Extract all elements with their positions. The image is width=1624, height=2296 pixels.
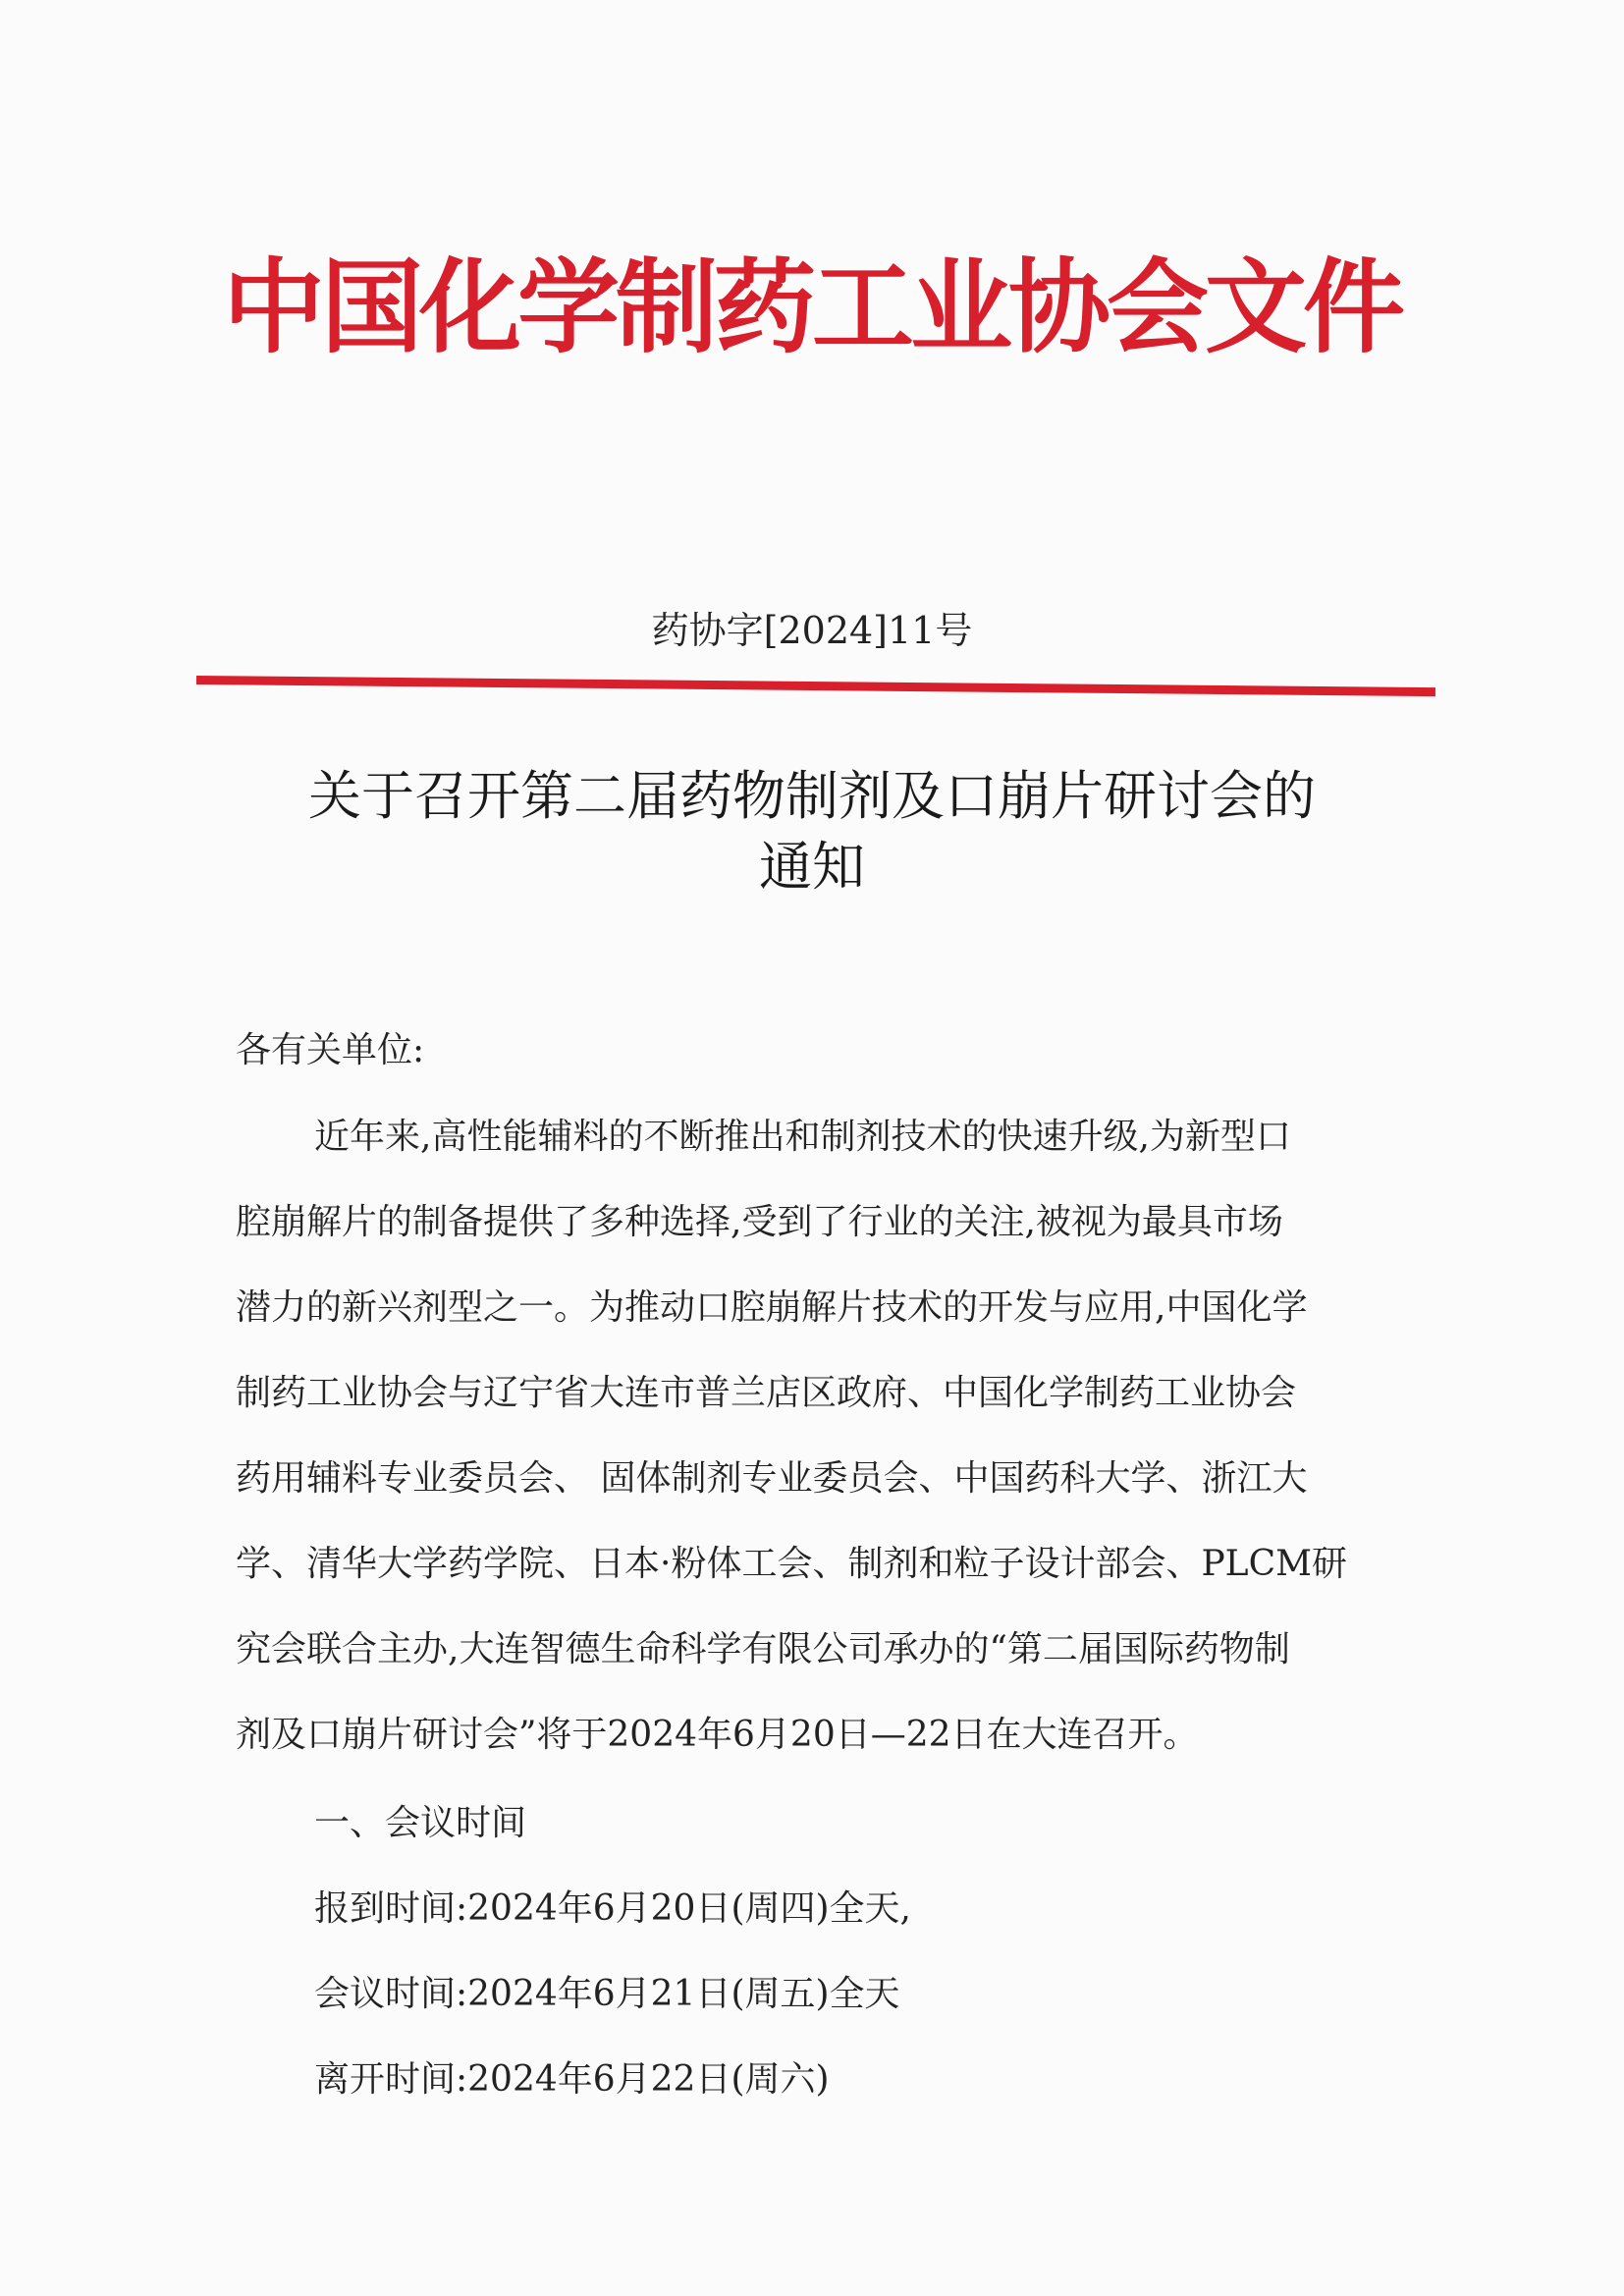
- document-number: 药协字[2024]11号: [651, 609, 973, 652]
- red-divider-rule: [196, 676, 1435, 696]
- issuer-masthead: 中国化学制药工业协会文件: [222, 246, 1401, 367]
- body-paragraph: [236, 1108, 1394, 1791]
- body-line: 究会联合主办,大连智德生命科学有限公司承办的“第二届国际药物制: [236, 1629, 1290, 1669]
- title-line-1: 关于召开第二届药物制剂及口崩片研讨会的: [308, 765, 1316, 827]
- body-line: 潜力的新兴剂型之一。为推动口腔崩解片技术的开发与应用,中国化学: [236, 1287, 1308, 1328]
- departure-time: 离开时间:2024年6月22日(周六): [314, 2059, 830, 2100]
- document-title: [196, 761, 1428, 902]
- body-line: 学、清华大学药学院、日本·粉体工会、制剂和粒子设计部会、PLCM研: [236, 1544, 1347, 1584]
- addressee: 各有关单位:: [236, 1030, 425, 1070]
- body-line: 剂及口崩片研讨会”将于2024年6月20日—22日在大连召开。: [236, 1715, 1199, 1755]
- section-heading-meeting-time: 一、会议时间: [314, 1803, 527, 1843]
- registration-time: 报到时间:2024年6月20日(周四)全天,: [314, 1888, 911, 1929]
- body-line: 制药工业协会与辽宁省大连市普兰店区政府、中国化学制药工业协会: [236, 1373, 1297, 1413]
- body-line: 腔崩解片的制备提供了多种选择,受到了行业的关注,被视为最具市场: [236, 1202, 1283, 1242]
- body-line: 药用辅料专业委员会、 固体制剂专业委员会、中国药科大学、浙江大: [236, 1458, 1308, 1499]
- meeting-time: 会议时间:2024年6月21日(周五)全天: [314, 1974, 900, 2014]
- title-line-2: 通知: [759, 836, 865, 898]
- body-line: 近年来,高性能辅料的不断推出和制剂技术的快速升级,为新型口: [314, 1117, 1291, 1157]
